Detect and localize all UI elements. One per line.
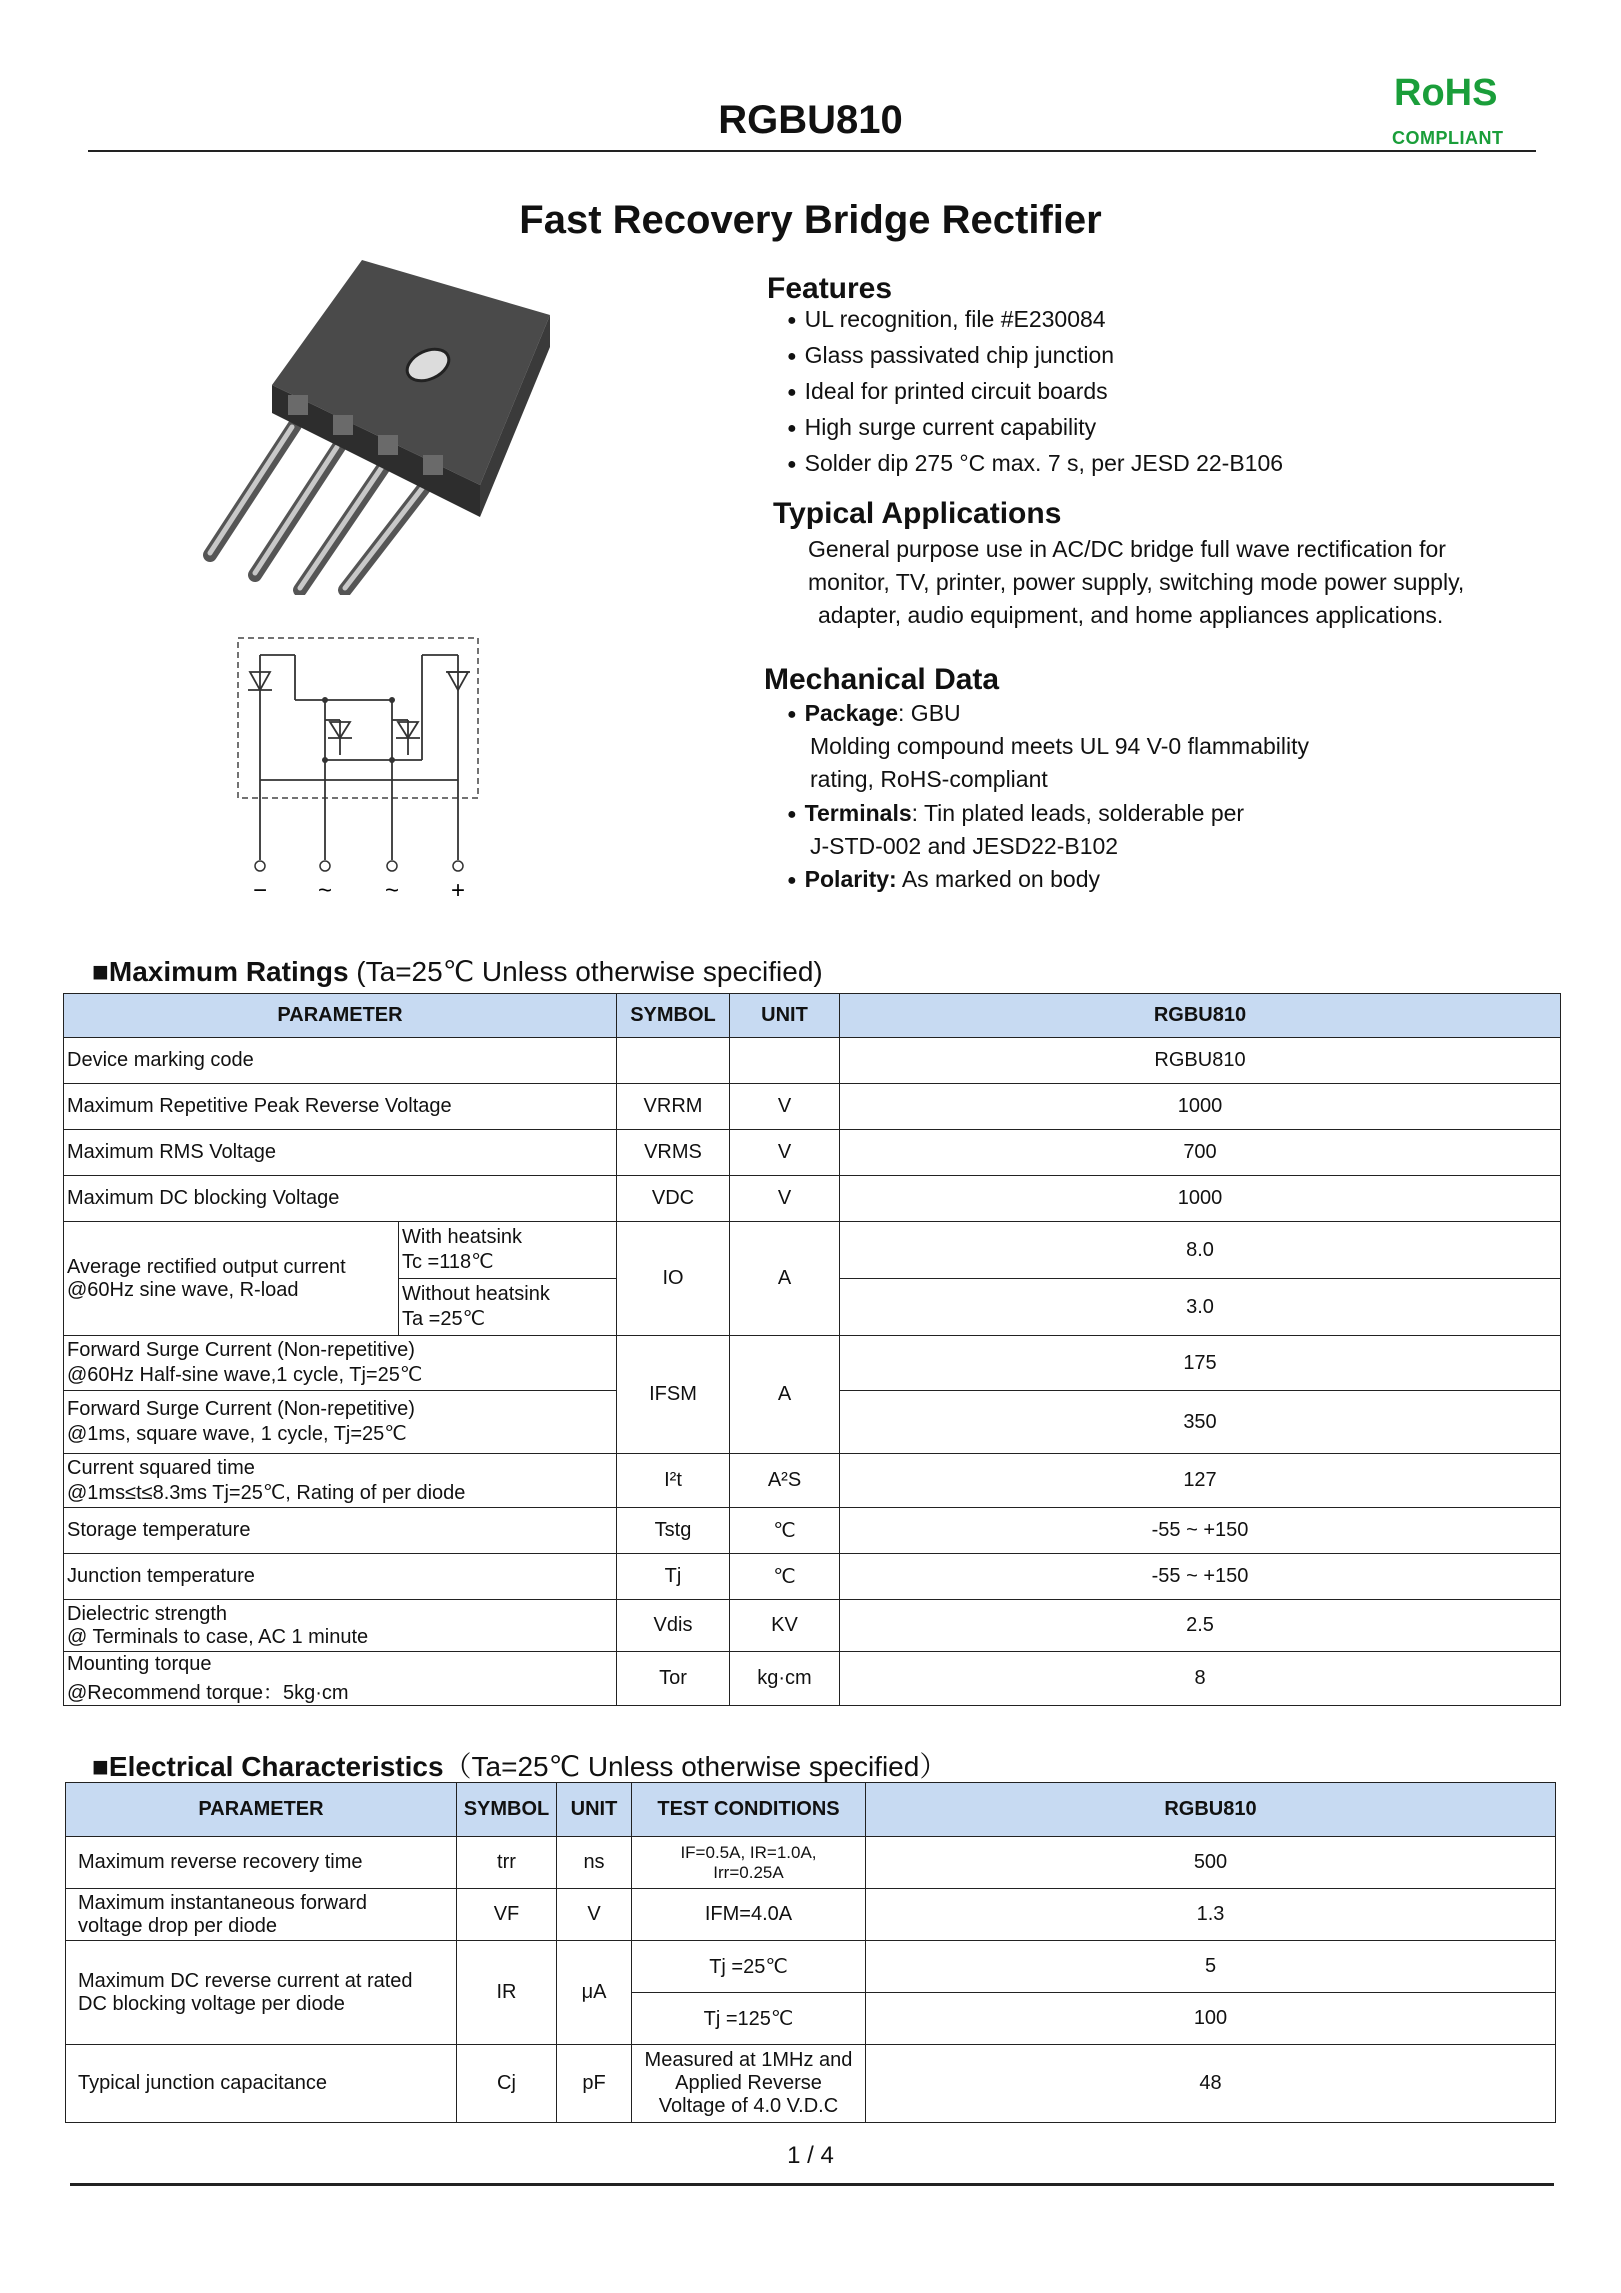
max-ratings-title: ■Maximum Ratings [92,956,349,987]
table-row [64,1130,1561,1176]
param-cell: Maximum DC blocking Voltage [64,1176,617,1222]
unit-cell: V [557,1889,632,1941]
symbol-cell: Tor [617,1652,730,1706]
pin-label-ac2: ~ [384,877,400,904]
symbol-cell: IR [457,1941,557,2045]
unit-cell: ns [557,1837,632,1889]
mechanical-heading: Mechanical Data [764,663,1000,696]
test-condition-cell [632,1837,866,1889]
table-row [64,1554,1561,1600]
unit-cell [730,1038,840,1084]
param-cell [64,1222,399,1336]
polarity-value: As marked on body [896,866,1100,892]
symbol-cell: Vdis [617,1600,730,1652]
symbol-cell: VDC [617,1176,730,1222]
applications-line-2: monitor, TV, printer, power supply, switching mode power supply, [808,569,1465,595]
col-header-test-conditions: TEST CONDITIONS [632,1783,866,1837]
unit-cell: kg·cm [730,1652,840,1706]
value-cell: 1000 [840,1084,1561,1130]
package-line-3: rating, RoHS-compliant [810,766,1048,792]
mechanical-terminals [787,797,1244,833]
elec-char-title: ■Electrical Characteristics [92,1751,444,1782]
header-rule [88,150,1536,152]
table-row [66,2045,1556,2123]
unit-cell: μA [557,1941,632,2045]
col-header-value: RGBU810 [840,994,1561,1038]
param-cell [66,1941,457,2045]
symbol-cell: Tj [617,1554,730,1600]
symbol-cell: VRRM [617,1084,730,1130]
param-line: Maximum DC reverse current at rated [78,1969,413,1992]
condition-line: Voltage of 4.0 V.D.C [658,2095,839,2117]
col-header-parameter: PARAMETER [64,994,617,1038]
symbol-cell: trr [457,1837,557,1889]
package-label: ● Package [787,700,898,726]
package-value: : GBU [898,700,961,726]
value-cell: -55 ~ +150 [840,1508,1561,1554]
param-line: @60Hz sine wave, R-load [67,1278,299,1301]
param-cell: Storage temperature [64,1508,617,1554]
unit-cell: A²S [730,1454,840,1508]
param-cell [64,1391,617,1454]
value-cell: 1000 [840,1176,1561,1222]
feature-item: ● High surge current capability [787,411,1283,447]
unit-cell: A [730,1336,840,1454]
value-cell: 700 [840,1130,1561,1176]
table-row [64,1038,1561,1084]
symbol-cell: IFSM [617,1336,730,1454]
value-cell: 5 [866,1941,1556,1993]
value-cell: 3.0 [840,1279,1561,1336]
rohs-compliant-label: COMPLIANT [1392,128,1504,148]
unit-cell: A [730,1222,840,1336]
terminals-value: : Tin plated leads, solderable per [911,800,1245,826]
max-ratings-table [63,993,1561,1706]
package-line-2: Molding compound meets UL 94 V-0 flammability [810,733,1309,759]
feature-item: ● Glass passivated chip junction [787,339,1283,375]
col-header-unit: UNIT [557,1783,632,1837]
rohs-logo: RoHS [1394,72,1498,114]
condition-line: Applied Reverse [675,2072,822,2094]
feature-item: ● UL recognition, file #E230084 [787,303,1283,339]
table-row [64,1508,1561,1554]
package-illustration [190,255,570,595]
page-number: 1 / 4 [787,2142,834,2169]
table-row [66,1837,1556,1889]
table-header-row [66,1783,1556,1837]
unit-cell: pF [557,2045,632,2123]
bridge-circuit-diagram [230,630,500,910]
table-row [64,1454,1561,1508]
terminals-label: ● Terminals [787,800,912,826]
condition-line: Measured at 1MHz and [644,2049,853,2071]
param-line: Maximum instantaneous forward [78,1891,368,1914]
value-cell: 100 [866,1993,1556,2045]
param-cell: Typical junction capacitance [66,2045,457,2123]
value-cell: 2.5 [840,1600,1561,1652]
footer-rule [70,2183,1554,2186]
feature-item: ● Ideal for printed circuit boards [787,375,1283,411]
param-line: @1ms, square wave, 1 cycle, Tj=25℃ [67,1423,407,1445]
mechanical-polarity [787,863,1100,899]
terminals-line-2: J-STD-002 and JESD22-B102 [810,833,1119,859]
condition-line: Ta =25℃ [402,1308,486,1330]
condition-line: Without heatsink [402,1283,550,1305]
condition-line: Irr=0.25A [713,1862,784,1882]
value-cell: 500 [866,1837,1556,1889]
value-cell: 8.0 [840,1222,1561,1279]
param-line: @1ms≤t≤8.3ms Tj=25℃, Rating of per diode [67,1481,466,1504]
mechanical-package [787,697,961,733]
param-line: DC blocking voltage per diode [78,1992,345,2015]
table-row [64,1336,1561,1391]
pin-label-ac1: ~ [317,877,333,904]
symbol-cell: IO [617,1222,730,1336]
features-heading: Features [767,272,893,305]
pin-label-negative: − [252,877,268,904]
condition-line: IF=0.5A, IR=1.0A, [680,1842,817,1862]
param-cell [66,1889,457,1941]
value-cell: 8 [840,1652,1561,1706]
col-header-symbol: SYMBOL [457,1783,557,1837]
table-header-row [64,994,1561,1038]
pin-label-positive: + [450,877,466,904]
param-line: Mounting torque [67,1652,212,1675]
max-ratings-heading [92,955,823,988]
param-cell: Device marking code [64,1038,617,1084]
param-cell: Maximum Repetitive Peak Reverse Voltage [64,1084,617,1130]
param-line: Current squared time [67,1456,255,1479]
applications-line-3: adapter, audio equipment, and home appliances applications. [818,602,1444,628]
polarity-label: ● Polarity: [787,866,897,892]
value-cell: -55 ~ +150 [840,1554,1561,1600]
features-list [787,303,1283,483]
unit-cell: V [730,1084,840,1130]
param-cell: Junction temperature [64,1554,617,1600]
table-row [64,1600,1561,1652]
table-row [64,1652,1561,1706]
applications-heading: Typical Applications [773,497,1062,530]
value-cell: 350 [840,1391,1561,1454]
param-cell [64,1652,617,1706]
elec-char-heading [92,1745,947,1785]
unit-cell: V [730,1176,840,1222]
symbol-cell: I²t [617,1454,730,1508]
page-title: RGBU810 [718,98,903,142]
param-cell [64,1454,617,1508]
param-cell: Maximum reverse recovery time [66,1837,457,1889]
col-header-symbol: SYMBOL [617,994,730,1038]
table-row [64,1222,1561,1279]
symbol-cell [617,1038,730,1084]
param-cell: Maximum RMS Voltage [64,1130,617,1176]
param-line: @60Hz Half-sine wave,1 cycle, Tj=25℃ [67,1364,423,1386]
param-line: Forward Surge Current (Non-repetitive) [67,1398,415,1420]
col-header-unit: UNIT [730,994,840,1038]
param-line: Dielectric strength [67,1602,228,1625]
unit-cell: KV [730,1600,840,1652]
condition-line: Tc =118℃ [402,1251,494,1273]
test-condition-cell: IFM=4.0A [632,1889,866,1941]
value-cell: 48 [866,2045,1556,2123]
applications-line-1: General purpose use in AC/DC bridge full wave rectification for [808,536,1446,562]
table-row [66,1889,1556,1941]
condition-cell [399,1222,617,1279]
test-condition-cell: Tj =25℃ [632,1941,866,1993]
elec-char-table [65,1782,1556,2123]
test-condition-cell [632,2045,866,2123]
unit-cell: ℃ [730,1554,840,1600]
param-line: @Recommend torque：5kg·cm [67,1681,349,1704]
value-cell: RGBU810 [840,1038,1561,1084]
param-line: Forward Surge Current (Non-repetitive) [67,1339,415,1361]
value-cell: 175 [840,1336,1561,1391]
elec-char-condition: （Ta=25℃ Unless otherwise specified） [443,1751,948,1782]
symbol-cell: Cj [457,2045,557,2123]
param-line: voltage drop per diode [78,1914,278,1937]
test-condition-cell: Tj =125℃ [632,1993,866,2045]
symbol-cell: VRMS [617,1130,730,1176]
feature-item: ● Solder dip 275 °C max. 7 s, per JESD 22-B106 [787,447,1283,483]
symbol-cell: VF [457,1889,557,1941]
param-cell [64,1600,617,1652]
table-row [64,1084,1561,1130]
col-header-value: RGBU810 [866,1783,1556,1837]
table-row [64,1176,1561,1222]
symbol-cell: Tstg [617,1508,730,1554]
value-cell: 1.3 [866,1889,1556,1941]
table-row [66,1941,1556,1993]
unit-cell: ℃ [730,1508,840,1554]
product-subtitle: Fast Recovery Bridge Rectifier [519,198,1102,242]
param-line: Average rectified output current [67,1255,346,1278]
max-ratings-condition: (Ta=25℃ Unless otherwise specified) [348,956,823,987]
param-cell [64,1336,617,1391]
unit-cell: V [730,1130,840,1176]
param-line: @ Terminals to case, AC 1 minute [67,1625,369,1648]
value-cell: 127 [840,1454,1561,1508]
condition-line: With heatsink [402,1226,523,1248]
condition-cell [399,1279,617,1336]
col-header-parameter: PARAMETER [66,1783,457,1837]
